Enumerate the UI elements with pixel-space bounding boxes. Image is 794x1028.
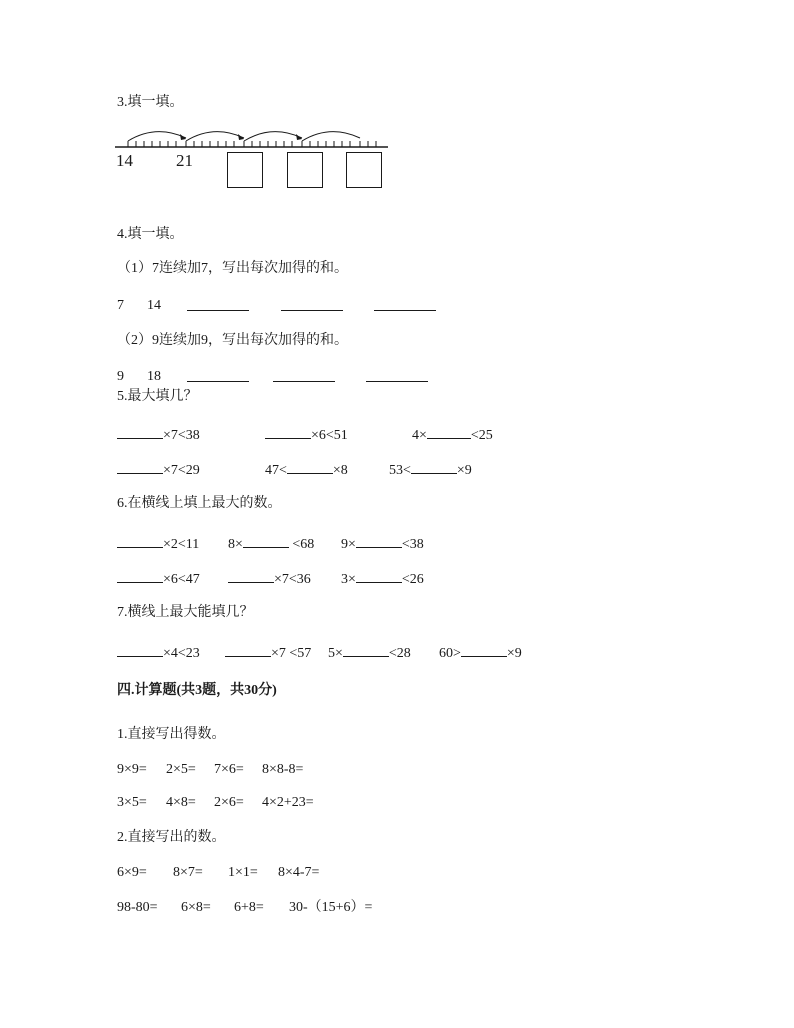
q4-part2-blank-1[interactable] [187, 368, 249, 388]
q7-r1-c-blank[interactable] [343, 643, 389, 657]
calc1-r2-2: 4×8= [166, 795, 196, 810]
q7-r1-d-text: ×9 [506, 646, 522, 661]
q7-r1-c [328, 643, 411, 663]
q6-r2-a [117, 569, 200, 589]
q6-r1-b-pre: 8× [228, 537, 243, 552]
q4-part1-blank-1[interactable] [187, 297, 249, 317]
q4-part2-blank-3[interactable] [366, 368, 428, 388]
q5-r1-a [117, 425, 200, 445]
answer-box-3[interactable] [346, 152, 382, 188]
number-line-label-start: 14 [116, 151, 133, 170]
q5-r2-a [117, 460, 200, 480]
q7-r1-a [117, 643, 200, 663]
q4-part1-blank-3[interactable] [374, 297, 436, 317]
q5-r2-b [265, 460, 348, 480]
q6-r2-c-pre: 3× [341, 572, 356, 587]
q7-r1-b-blank[interactable] [225, 643, 271, 657]
calc1-r2-3: 2×6= [214, 795, 244, 810]
calc2-r1-4: 8×4-7= [278, 865, 320, 880]
calc1-r2-4: 4×2+23= [262, 795, 314, 810]
q6-r1-a-blank[interactable] [117, 534, 163, 548]
q4-part1-n2: 14 [147, 298, 161, 313]
answer-box-1[interactable] [227, 152, 263, 188]
q6-r2-a-blank[interactable] [117, 569, 163, 583]
q6-r2-c-text: <26 [401, 572, 424, 587]
calc2-r2-1: 98-80= [117, 900, 158, 915]
q5-r2-b-text: ×8 [332, 463, 348, 478]
q5-r1-a-blank[interactable] [117, 425, 163, 439]
q6-r1-b [228, 534, 314, 554]
calc2-r1-3: 1×1= [228, 865, 258, 880]
q7-r1-d [439, 643, 522, 663]
q6-r2-b-text: ×7<36 [274, 572, 311, 587]
q5-r1-a-text: ×7<38 [163, 428, 200, 443]
q6-r1-b-text: <68 [292, 537, 315, 552]
q6-r1-c-blank[interactable] [356, 534, 402, 548]
q6-r1-c-pre: 9× [341, 537, 356, 552]
calc2-r1-2: 8×7= [173, 865, 203, 880]
q5-r2-b-blank[interactable] [287, 460, 333, 474]
q5-r2-a-blank[interactable] [117, 460, 163, 474]
q4-part1-blank-2[interactable] [281, 297, 343, 317]
q7-r1-c-pre: 5× [328, 646, 343, 661]
q6-r2-b-blank[interactable] [228, 569, 274, 583]
q6-r1-c [341, 534, 424, 554]
q4-title: 4.填一填。 [117, 227, 184, 242]
q6-r1-a-text: ×2<11 [163, 537, 200, 552]
q6-r2-a-text: ×6<47 [163, 572, 200, 587]
calc2-title: 2.直接写出的数。 [117, 830, 226, 845]
q5-r1-b-text: ×6<51 [311, 428, 348, 443]
q5-r2-a-text: ×7<29 [163, 463, 200, 478]
q5-r2-c-text: ×9 [456, 463, 472, 478]
calc1-title: 1.直接写出得数。 [117, 727, 226, 742]
answer-box-2[interactable] [287, 152, 323, 188]
q4-part2-blank-2[interactable] [273, 368, 335, 388]
q6-r2-c-blank[interactable] [356, 569, 402, 583]
q5-r1-c-pre: 4× [412, 428, 427, 443]
q4-part2-prompt: （2）9连续加9，写出每次加得的和。 [117, 333, 348, 348]
section4-heading: 四.计算题(共3题，共30分) [117, 683, 277, 698]
q5-r1-c [412, 425, 493, 445]
q7-r1-a-blank[interactable] [117, 643, 163, 657]
number-line-figure [110, 118, 390, 198]
q7-r1-d-pre: 60> [439, 646, 461, 661]
q5-r2-c-blank[interactable] [411, 460, 457, 474]
calc1-r1-1: 9×9= [117, 762, 147, 777]
q5-r1-b [265, 425, 348, 445]
q7-r1-b-text: ×7 <57 [271, 646, 312, 661]
number-line-label-second: 21 [176, 151, 193, 170]
q5-r1-c-text: <25 [470, 428, 493, 443]
q4-part2-n1: 9 [117, 369, 124, 384]
q5-r1-c-blank[interactable] [427, 425, 471, 439]
calc2-r2-2: 6×8= [181, 900, 211, 915]
q5-r2-b-pre: 47< [265, 463, 287, 478]
q6-r1-a [117, 534, 199, 554]
calc2-r1-1: 6×9= [117, 865, 147, 880]
calc2-r2-4: 30-（15+6）= [289, 900, 373, 915]
calc2-r2-3: 6+8= [234, 900, 264, 915]
calc1-r1-4: 8×8-8= [262, 762, 304, 777]
q6-title: 6.在横线上填上最大的数。 [117, 496, 282, 511]
q7-r1-d-blank[interactable] [461, 643, 507, 657]
q7-title: 7.横线上最大能填几？ [117, 605, 254, 620]
q5-r1-b-blank[interactable] [265, 425, 311, 439]
q4-part2-n2: 18 [147, 369, 161, 384]
q5-r2-c [389, 460, 472, 480]
q7-r1-b [225, 643, 311, 663]
q3-title: 3.填一填。 [117, 95, 184, 110]
q5-title: 5.最大填几？ [117, 389, 198, 404]
q7-r1-c-text: <28 [388, 646, 411, 661]
q6-r2-c [341, 569, 424, 589]
q4-part1-n1: 7 [117, 298, 124, 313]
q4-part1-prompt: （1）7连续加7，写出每次加得的和。 [117, 261, 348, 276]
calc1-r1-3: 7×6= [214, 762, 244, 777]
q6-r1-c-text: <38 [401, 537, 424, 552]
q5-r2-c-pre: 53< [389, 463, 411, 478]
q6-r1-b-blank[interactable] [243, 534, 289, 548]
q6-r2-b [228, 569, 311, 589]
calc1-r1-2: 2×5= [166, 762, 196, 777]
calc1-r2-1: 3×5= [117, 795, 147, 810]
q7-r1-a-text: ×4<23 [163, 646, 200, 661]
